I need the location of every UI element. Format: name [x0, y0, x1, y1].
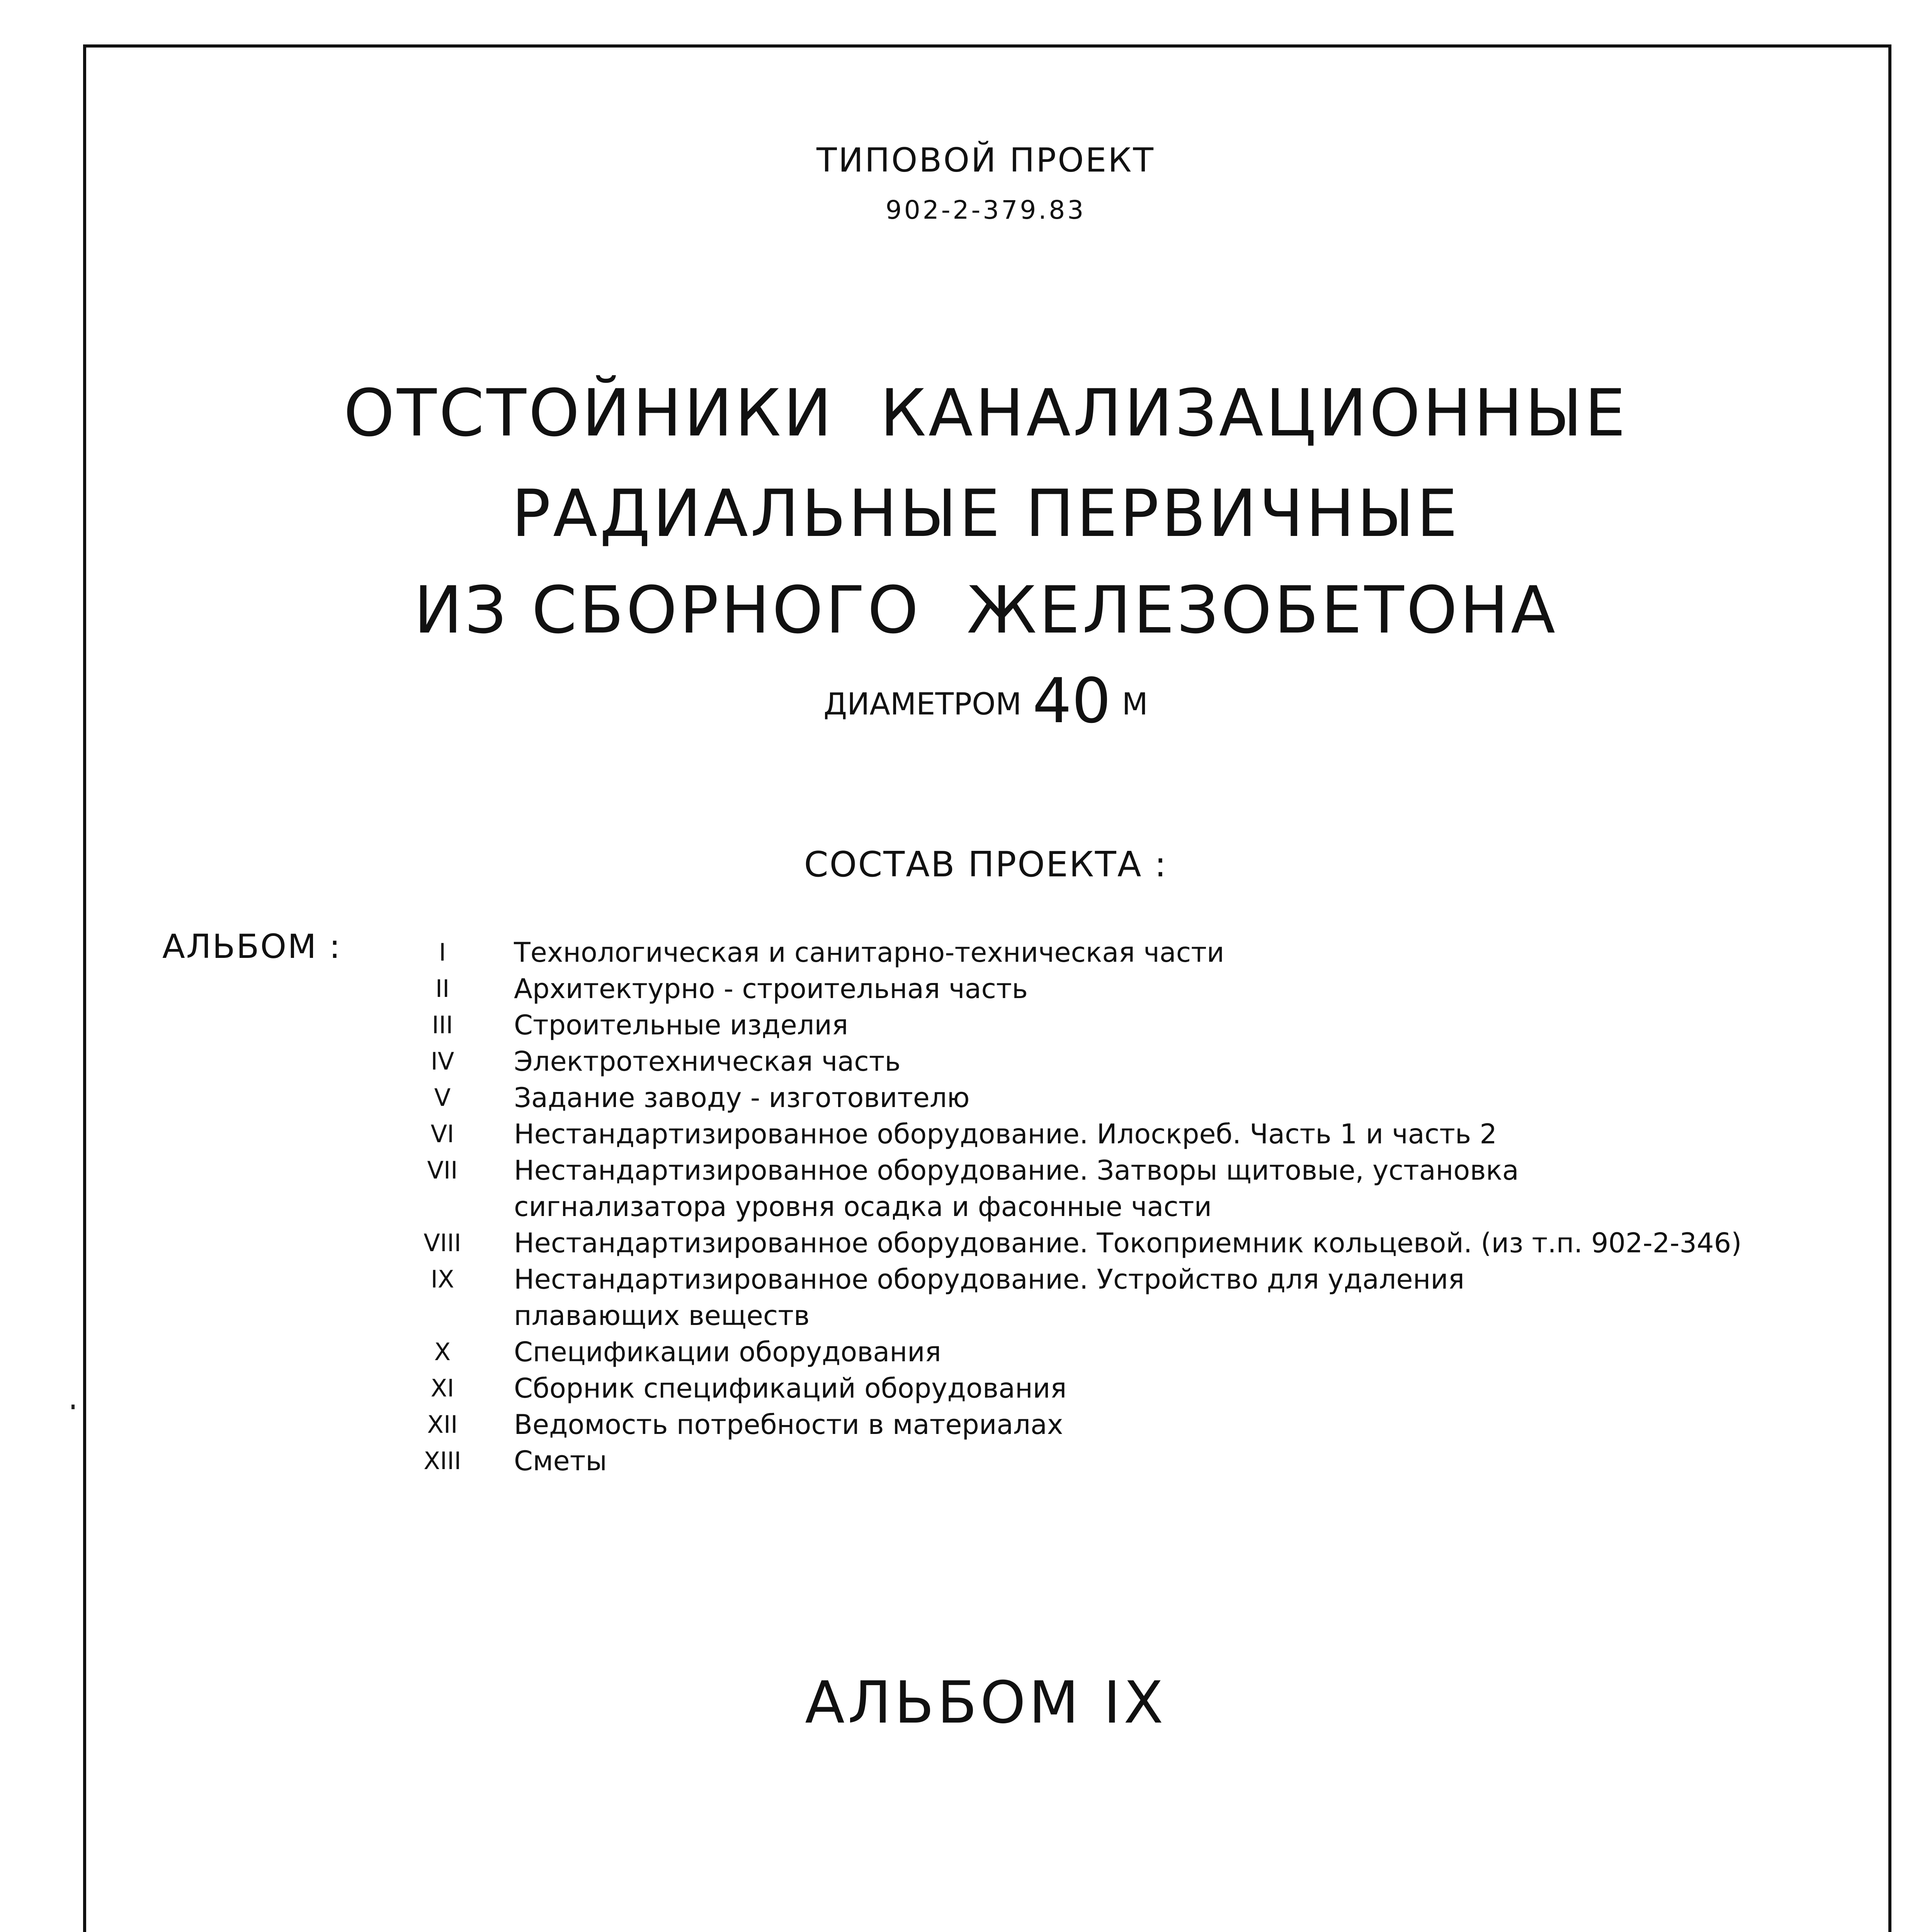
album-title: Нестандартизированное оборудование. Затворы щитовые, установка [514, 1155, 1519, 1186]
album-item [417, 1043, 1742, 1080]
title-line-3: ИЗ СБОРНОГО ЖЕЛЕЗОБЕТОНА [414, 572, 1558, 648]
album-title: Сборник спецификаций оборудования [514, 1372, 1067, 1404]
album-title: сигнализатора уровня осадка и фасонные части [514, 1191, 1212, 1223]
diameter-value: 40 [1032, 665, 1111, 737]
album-label: АЛЬБОМ : [162, 927, 342, 966]
album-title: Нестандартизированное оборудование. Устройство для удаления [514, 1264, 1464, 1295]
album-item [417, 1007, 1742, 1043]
album-number: VII [427, 1156, 458, 1184]
album-title: Архитектурно - строительная часть [514, 973, 1028, 1005]
album-title: плавающих веществ [514, 1300, 810, 1332]
album-title: Сметы [514, 1445, 607, 1477]
album-item [417, 934, 1742, 971]
album-number: XII [427, 1410, 458, 1439]
album-title: Ведомость потребности в материалах [514, 1409, 1063, 1440]
album-title: Строительные изделия [514, 1009, 849, 1041]
album-title: Спецификации оборудования [514, 1336, 941, 1368]
current-album: АЛЬБОМ IX [805, 1669, 1167, 1736]
album-number: II [435, 975, 450, 1003]
album-title: Электротехническая часть [514, 1046, 901, 1077]
album-item-continuation [417, 1189, 1742, 1225]
album-number: V [434, 1083, 451, 1112]
project-number: 902-2-379.83 [885, 195, 1086, 225]
album-number: IX [430, 1265, 454, 1293]
album-number: XI [430, 1374, 454, 1402]
album-number: XIII [423, 1447, 461, 1475]
album-item [417, 1225, 1742, 1261]
album-number: IV [430, 1047, 454, 1075]
diameter-prefix: ДИАМЕТРОМ [823, 687, 1022, 722]
scan-mark [71, 1405, 75, 1409]
album-list [417, 934, 1742, 1479]
album-item [417, 1406, 1742, 1443]
title-line-2: РАДИАЛЬНЫЕ ПЕРВИЧНЫЕ [511, 476, 1460, 551]
diameter-unit: М [1122, 687, 1148, 722]
album-item [417, 1116, 1742, 1152]
album-item [417, 1334, 1742, 1370]
album-number: I [439, 938, 446, 966]
album-item-continuation [417, 1298, 1742, 1334]
composition-heading: СОСТАВ ПРОЕКТА : [804, 844, 1168, 885]
album-number: X [434, 1338, 451, 1366]
album-item [417, 1443, 1742, 1479]
album-item [417, 1152, 1742, 1189]
diameter-line [0, 665, 1932, 737]
album-item [417, 1370, 1742, 1406]
album-title: Технологическая и санитарно-техническая части [514, 937, 1225, 968]
album-item [417, 971, 1742, 1007]
album-number: III [432, 1011, 453, 1039]
album-title: Нестандартизированное оборудование. Илоскреб. Часть 1 и часть 2 [514, 1118, 1497, 1150]
title-line-1: ОТСТОЙНИКИ КАНАЛИЗАЦИОННЫЕ [344, 375, 1628, 451]
album-title: Нестандартизированное оборудование. Токоприемник кольцевой. (из т.п. 902-2-346) [514, 1227, 1742, 1259]
album-item [417, 1080, 1742, 1116]
album-number: VI [430, 1120, 454, 1148]
album-item [417, 1261, 1742, 1298]
album-title: Задание заводу - изготовителю [514, 1082, 970, 1114]
project-label: ТИПОВОЙ ПРОЕКТ [816, 141, 1155, 180]
album-number: VIII [423, 1229, 461, 1257]
